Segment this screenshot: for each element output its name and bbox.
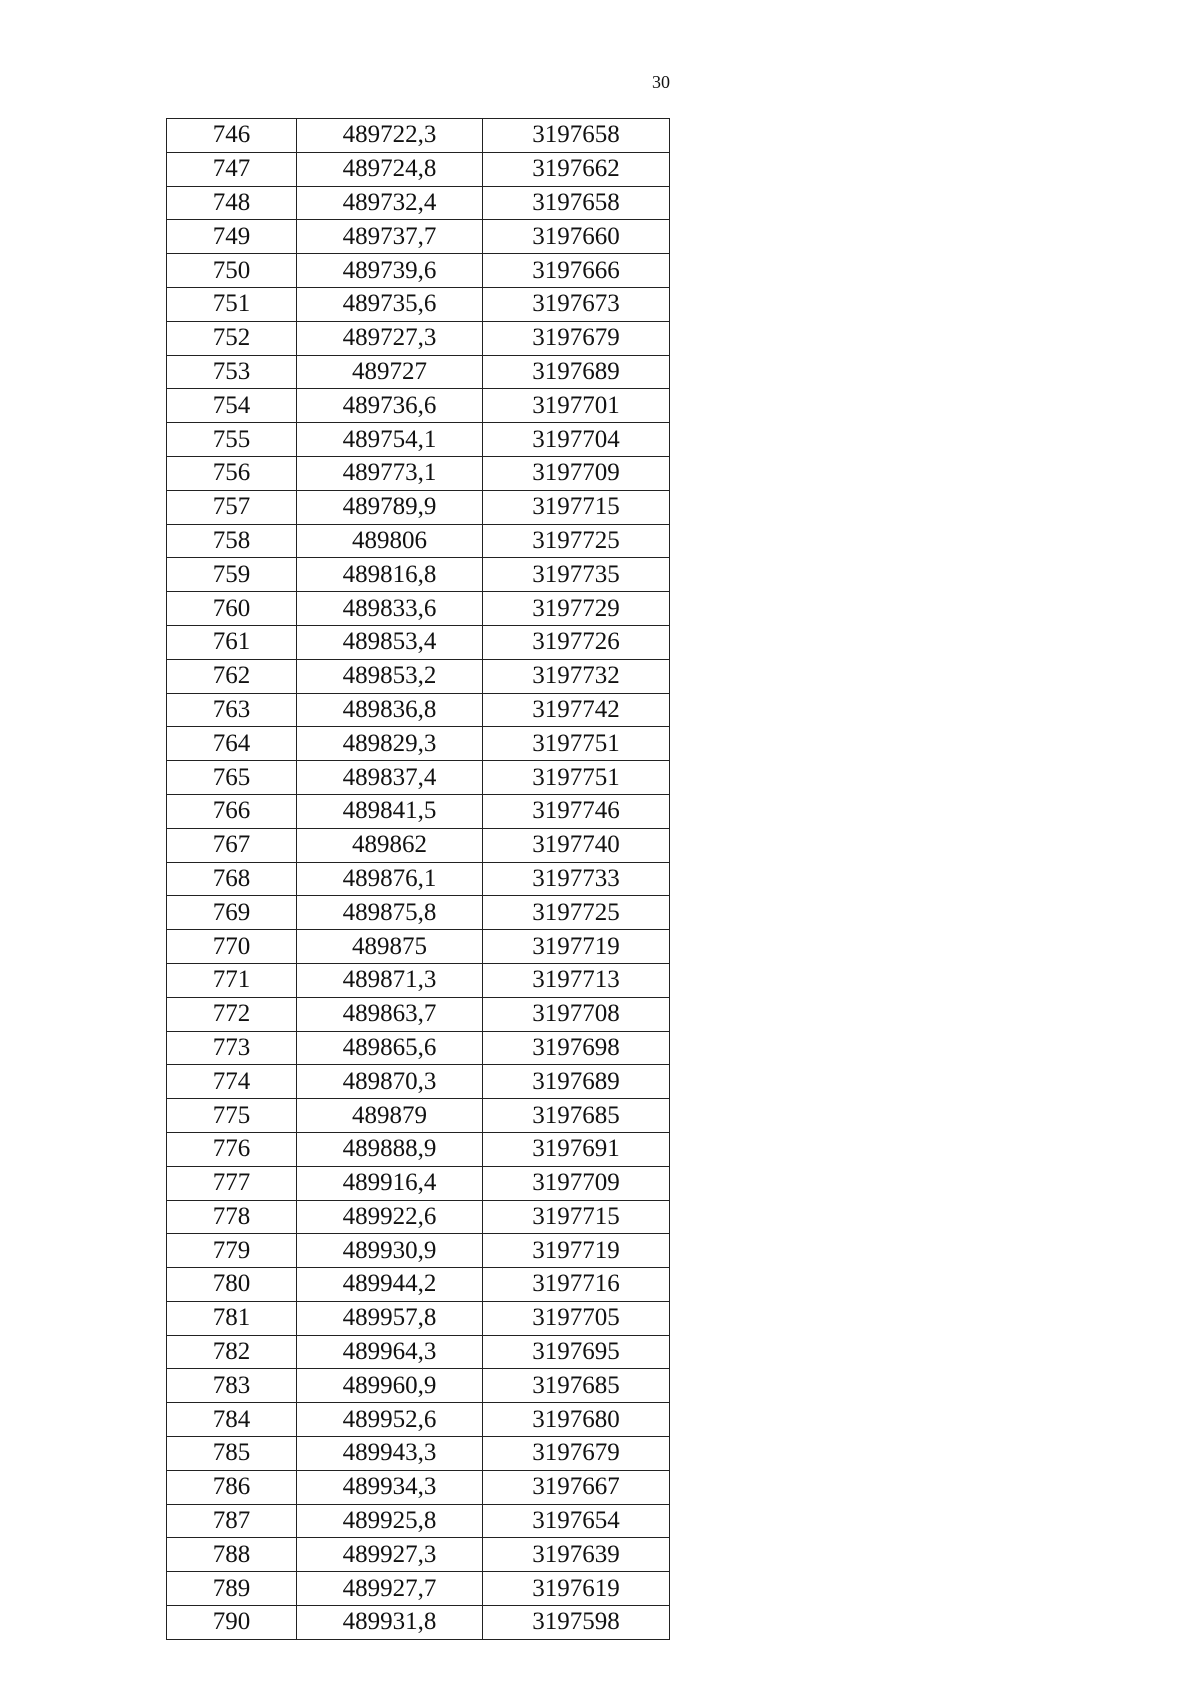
x-coordinate-cell: 489952,6	[297, 1403, 483, 1437]
point-number-cell: 773	[167, 1031, 297, 1065]
table-row	[167, 727, 670, 761]
x-coordinate-cell: 489863,7	[297, 997, 483, 1031]
point-number-cell: 750	[167, 254, 297, 288]
table-row	[167, 321, 670, 355]
y-coordinate-cell: 3197679	[483, 1437, 670, 1471]
y-coordinate-cell: 3197691	[483, 1132, 670, 1166]
y-coordinate-cell: 3197689	[483, 1065, 670, 1099]
x-coordinate-cell: 489727,3	[297, 321, 483, 355]
table-row	[167, 254, 670, 288]
point-number-cell: 758	[167, 524, 297, 558]
point-number-cell: 756	[167, 456, 297, 490]
y-coordinate-cell: 3197725	[483, 896, 670, 930]
table-row	[167, 930, 670, 964]
y-coordinate-cell: 3197619	[483, 1572, 670, 1606]
y-coordinate-cell: 3197719	[483, 930, 670, 964]
table-row	[167, 456, 670, 490]
x-coordinate-cell: 489943,3	[297, 1437, 483, 1471]
x-coordinate-cell: 489736,6	[297, 389, 483, 423]
table-row	[167, 1335, 670, 1369]
x-coordinate-cell: 489816,8	[297, 558, 483, 592]
point-number-cell: 781	[167, 1301, 297, 1335]
point-number-cell: 769	[167, 896, 297, 930]
table-row	[167, 997, 670, 1031]
x-coordinate-cell: 489722,3	[297, 119, 483, 153]
y-coordinate-cell: 3197740	[483, 828, 670, 862]
x-coordinate-cell: 489754,1	[297, 423, 483, 457]
y-coordinate-cell: 3197658	[483, 186, 670, 220]
y-coordinate-cell: 3197709	[483, 1166, 670, 1200]
y-coordinate-cell: 3197695	[483, 1335, 670, 1369]
point-number-cell: 771	[167, 963, 297, 997]
x-coordinate-cell: 489876,1	[297, 862, 483, 896]
y-coordinate-cell: 3197685	[483, 1099, 670, 1133]
y-coordinate-cell: 3197654	[483, 1504, 670, 1538]
table-row	[167, 828, 670, 862]
point-number-cell: 784	[167, 1403, 297, 1437]
table-row	[167, 1200, 670, 1234]
y-coordinate-cell: 3197666	[483, 254, 670, 288]
y-coordinate-cell: 3197726	[483, 625, 670, 659]
point-number-cell: 786	[167, 1470, 297, 1504]
table-row	[167, 287, 670, 321]
table-row	[167, 423, 670, 457]
x-coordinate-cell: 489927,3	[297, 1538, 483, 1572]
y-coordinate-cell: 3197735	[483, 558, 670, 592]
x-coordinate-cell: 489735,6	[297, 287, 483, 321]
y-coordinate-cell: 3197598	[483, 1606, 670, 1640]
table-row	[167, 389, 670, 423]
point-number-cell: 774	[167, 1065, 297, 1099]
y-coordinate-cell: 3197667	[483, 1470, 670, 1504]
table-row	[167, 1234, 670, 1268]
table-row	[167, 220, 670, 254]
point-number-cell: 751	[167, 287, 297, 321]
table-row	[167, 659, 670, 693]
y-coordinate-cell: 3197704	[483, 423, 670, 457]
point-number-cell: 770	[167, 930, 297, 964]
point-number-cell: 762	[167, 659, 297, 693]
y-coordinate-cell: 3197705	[483, 1301, 670, 1335]
point-number-cell: 746	[167, 119, 297, 153]
y-coordinate-cell: 3197719	[483, 1234, 670, 1268]
point-number-cell: 747	[167, 152, 297, 186]
point-number-cell: 760	[167, 592, 297, 626]
table-row	[167, 1369, 670, 1403]
coordinates-table	[166, 118, 670, 1640]
x-coordinate-cell: 489870,3	[297, 1065, 483, 1099]
y-coordinate-cell: 3197732	[483, 659, 670, 693]
point-number-cell: 780	[167, 1268, 297, 1302]
x-coordinate-cell: 489865,6	[297, 1031, 483, 1065]
x-coordinate-cell: 489841,5	[297, 794, 483, 828]
y-coordinate-cell: 3197725	[483, 524, 670, 558]
y-coordinate-cell: 3197660	[483, 220, 670, 254]
table-row	[167, 558, 670, 592]
table-row	[167, 186, 670, 220]
page-number: 30	[652, 72, 670, 92]
y-coordinate-cell: 3197679	[483, 321, 670, 355]
x-coordinate-cell: 489853,2	[297, 659, 483, 693]
x-coordinate-cell: 489837,4	[297, 761, 483, 795]
point-number-cell: 755	[167, 423, 297, 457]
table-row	[167, 862, 670, 896]
y-coordinate-cell: 3197751	[483, 727, 670, 761]
point-number-cell: 778	[167, 1200, 297, 1234]
point-number-cell: 790	[167, 1606, 297, 1640]
point-number-cell: 783	[167, 1369, 297, 1403]
point-number-cell: 777	[167, 1166, 297, 1200]
y-coordinate-cell: 3197680	[483, 1403, 670, 1437]
y-coordinate-cell: 3197715	[483, 1200, 670, 1234]
x-coordinate-cell: 489739,6	[297, 254, 483, 288]
x-coordinate-cell: 489879	[297, 1099, 483, 1133]
x-coordinate-cell: 489875,8	[297, 896, 483, 930]
table-row	[167, 119, 670, 153]
x-coordinate-cell: 489916,4	[297, 1166, 483, 1200]
table-row	[167, 1301, 670, 1335]
table-row	[167, 355, 670, 389]
y-coordinate-cell: 3197746	[483, 794, 670, 828]
y-coordinate-cell: 3197698	[483, 1031, 670, 1065]
x-coordinate-cell: 489964,3	[297, 1335, 483, 1369]
y-coordinate-cell: 3197751	[483, 761, 670, 795]
x-coordinate-cell: 489773,1	[297, 456, 483, 490]
point-number-cell: 753	[167, 355, 297, 389]
point-number-cell: 782	[167, 1335, 297, 1369]
y-coordinate-cell: 3197733	[483, 862, 670, 896]
table-row	[167, 1166, 670, 1200]
table-row	[167, 896, 670, 930]
point-number-cell: 789	[167, 1572, 297, 1606]
table-row	[167, 1403, 670, 1437]
table-row	[167, 794, 670, 828]
point-number-cell: 788	[167, 1538, 297, 1572]
x-coordinate-cell: 489944,2	[297, 1268, 483, 1302]
x-coordinate-cell: 489871,3	[297, 963, 483, 997]
point-number-cell: 785	[167, 1437, 297, 1471]
table-row	[167, 1437, 670, 1471]
point-number-cell: 761	[167, 625, 297, 659]
x-coordinate-cell: 489934,3	[297, 1470, 483, 1504]
x-coordinate-cell: 489727	[297, 355, 483, 389]
x-coordinate-cell: 489888,9	[297, 1132, 483, 1166]
table-row	[167, 1538, 670, 1572]
point-number-cell: 779	[167, 1234, 297, 1268]
x-coordinate-cell: 489833,6	[297, 592, 483, 626]
x-coordinate-cell: 489836,8	[297, 693, 483, 727]
x-coordinate-cell: 489829,3	[297, 727, 483, 761]
table-row	[167, 152, 670, 186]
point-number-cell: 748	[167, 186, 297, 220]
x-coordinate-cell: 489922,6	[297, 1200, 483, 1234]
table-row	[167, 1470, 670, 1504]
table-row	[167, 1268, 670, 1302]
y-coordinate-cell: 3197715	[483, 490, 670, 524]
table-row	[167, 1065, 670, 1099]
point-number-cell: 767	[167, 828, 297, 862]
y-coordinate-cell: 3197713	[483, 963, 670, 997]
y-coordinate-cell: 3197658	[483, 119, 670, 153]
x-coordinate-cell: 489789,9	[297, 490, 483, 524]
table-row	[167, 1031, 670, 1065]
y-coordinate-cell: 3197709	[483, 456, 670, 490]
y-coordinate-cell: 3197742	[483, 693, 670, 727]
y-coordinate-cell: 3197716	[483, 1268, 670, 1302]
x-coordinate-cell: 489931,8	[297, 1606, 483, 1640]
point-number-cell: 787	[167, 1504, 297, 1538]
x-coordinate-cell: 489853,4	[297, 625, 483, 659]
point-number-cell: 765	[167, 761, 297, 795]
table-row	[167, 592, 670, 626]
x-coordinate-cell: 489862	[297, 828, 483, 862]
x-coordinate-cell: 489806	[297, 524, 483, 558]
point-number-cell: 752	[167, 321, 297, 355]
table-row	[167, 1099, 670, 1133]
x-coordinate-cell: 489732,4	[297, 186, 483, 220]
table-row	[167, 524, 670, 558]
table-row	[167, 1572, 670, 1606]
point-number-cell: 764	[167, 727, 297, 761]
y-coordinate-cell: 3197639	[483, 1538, 670, 1572]
x-coordinate-cell: 489930,9	[297, 1234, 483, 1268]
y-coordinate-cell: 3197701	[483, 389, 670, 423]
point-number-cell: 775	[167, 1099, 297, 1133]
y-coordinate-cell: 3197689	[483, 355, 670, 389]
point-number-cell: 754	[167, 389, 297, 423]
x-coordinate-cell: 489875	[297, 930, 483, 964]
y-coordinate-cell: 3197708	[483, 997, 670, 1031]
table-row	[167, 761, 670, 795]
table-row	[167, 963, 670, 997]
y-coordinate-cell: 3197729	[483, 592, 670, 626]
point-number-cell: 772	[167, 997, 297, 1031]
point-number-cell: 776	[167, 1132, 297, 1166]
point-number-cell: 757	[167, 490, 297, 524]
y-coordinate-cell: 3197685	[483, 1369, 670, 1403]
x-coordinate-cell: 489724,8	[297, 152, 483, 186]
table-row	[167, 693, 670, 727]
point-number-cell: 759	[167, 558, 297, 592]
y-coordinate-cell: 3197662	[483, 152, 670, 186]
x-coordinate-cell: 489957,8	[297, 1301, 483, 1335]
x-coordinate-cell: 489925,8	[297, 1504, 483, 1538]
table-row	[167, 490, 670, 524]
point-number-cell: 766	[167, 794, 297, 828]
point-number-cell: 768	[167, 862, 297, 896]
point-number-cell: 763	[167, 693, 297, 727]
point-number-cell: 749	[167, 220, 297, 254]
table-row	[167, 625, 670, 659]
table-row	[167, 1606, 670, 1640]
coordinates-table-body	[167, 119, 670, 1640]
x-coordinate-cell: 489960,9	[297, 1369, 483, 1403]
table-row	[167, 1132, 670, 1166]
y-coordinate-cell: 3197673	[483, 287, 670, 321]
table-row	[167, 1504, 670, 1538]
x-coordinate-cell: 489737,7	[297, 220, 483, 254]
x-coordinate-cell: 489927,7	[297, 1572, 483, 1606]
